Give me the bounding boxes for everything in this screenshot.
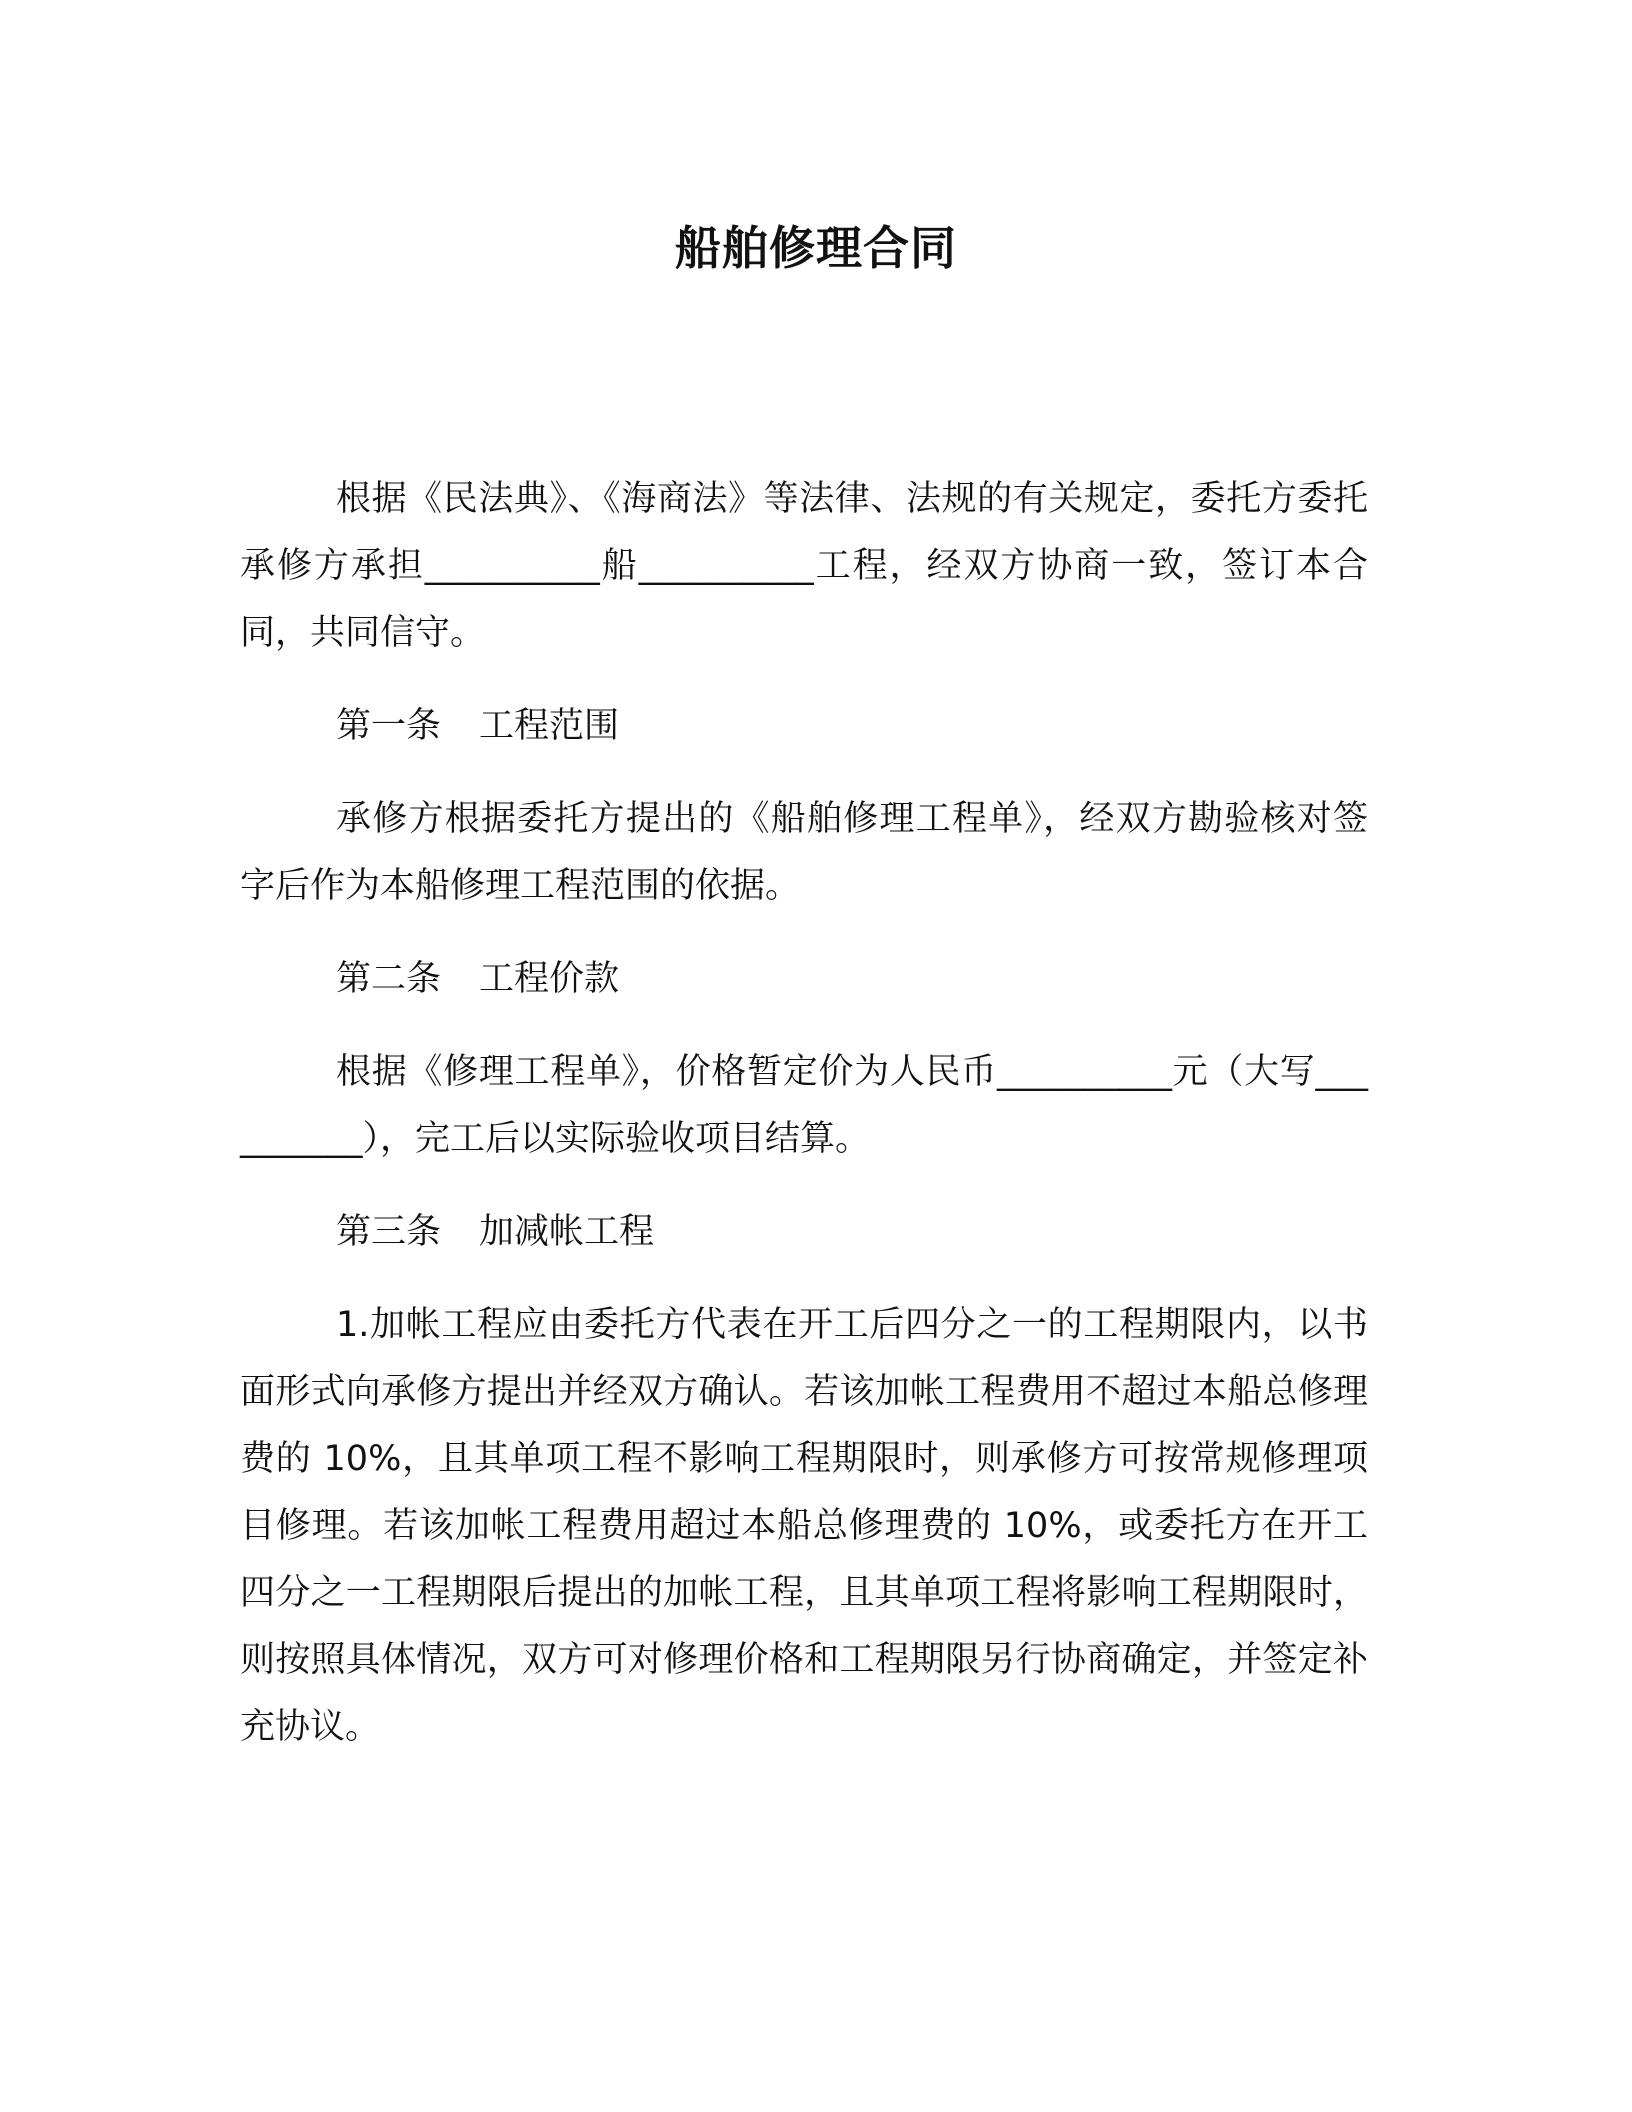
- document-title: 船舶修理合同: [675, 221, 957, 275]
- section-heading-1: [240, 693, 1368, 760]
- section-title: 加减帐工程: [479, 1212, 655, 1252]
- section-2-paragraph: 根据《修理工程单》，价格暂定价为人民币__________元（大写__________），完工后以实际验收项目结算。: [240, 1052, 1368, 1159]
- section-number: 第一条: [336, 706, 442, 746]
- section-title: 工程范围: [479, 706, 620, 746]
- document-body: [240, 466, 1368, 1787]
- section-heading-2: [240, 946, 1368, 1013]
- section-number: 第二条: [336, 959, 442, 999]
- section-3-paragraph: 1.加帐工程应由委托方代表在开工后四分之一的工程期限内，以书面形式向承修方提出并经双方确认。若该加帐工程费用不超过本船总修理费的 10%，且其单项工程不影响工程期限时，则承修方可按常规修理项目修理。若该加帐工程费用超过本船总修理费的 10%，或委托方在开工四分之一工程期限后提出的加帐工程，且其单项工程将影响工程期限时，则按照具体情况，双方可对修理价格和工程期限另行协商确定，并签定补充协议。: [240, 1305, 1368, 1747]
- section-number: 第三条: [336, 1212, 442, 1252]
- intro-paragraph: 根据《民法典》、《海商法》等法律、法规的有关规定，委托方委托承修方承担__________船__________工程，经双方协商一致，签订本合同，共同信守。: [240, 479, 1368, 653]
- section-1-paragraph: 承修方根据委托方提出的《船舶修理工程单》，经双方勘验核对签字后作为本船修理工程范围的依据。: [240, 799, 1368, 906]
- section-heading-3: [240, 1199, 1368, 1266]
- section-title: 工程价款: [479, 959, 620, 999]
